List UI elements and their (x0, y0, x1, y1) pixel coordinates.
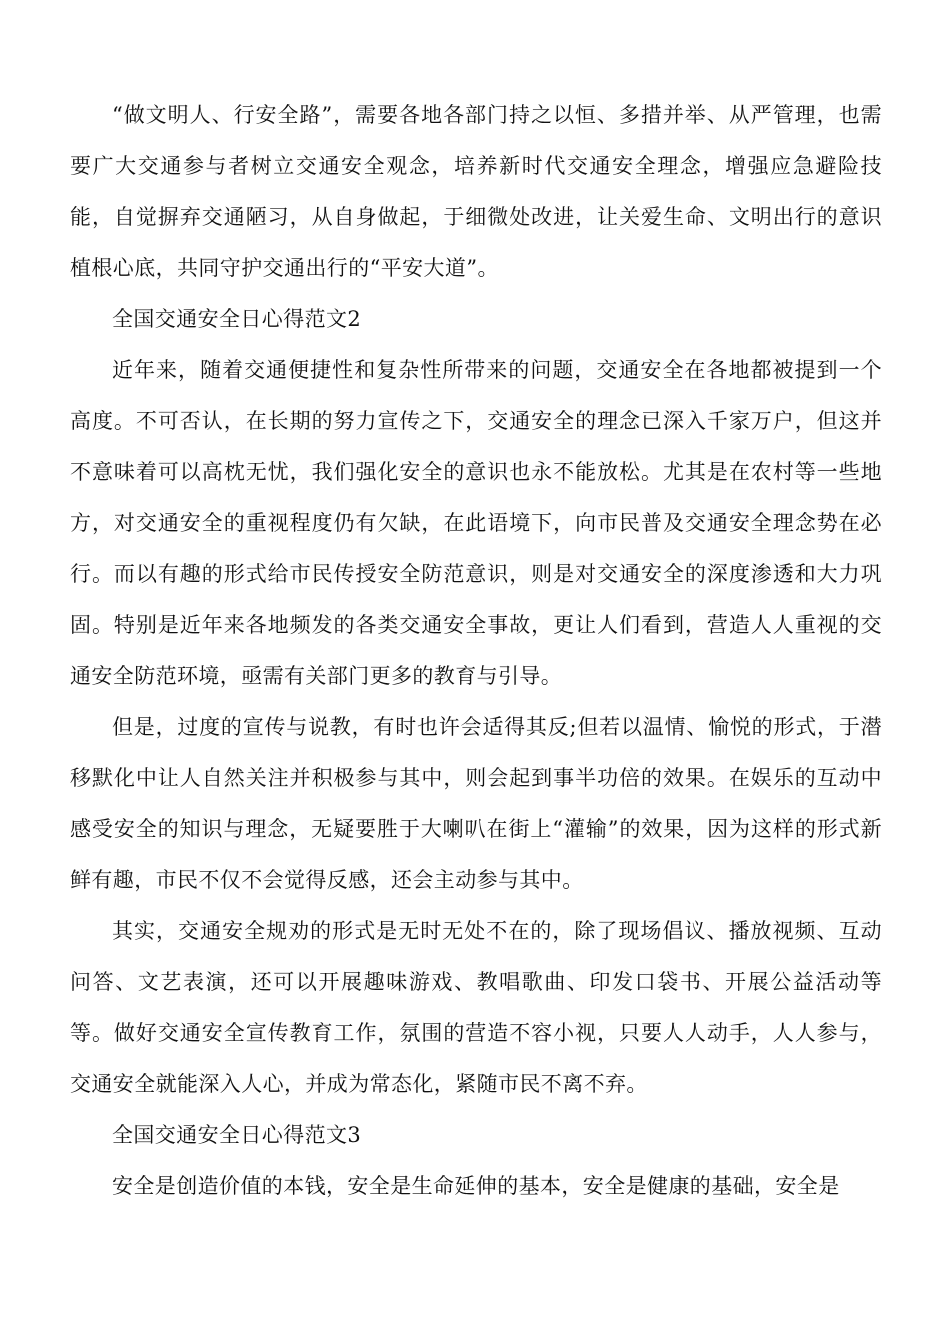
document-page (70, 90, 882, 1212)
body-paragraph: 近年来，随着交通便捷性和复杂性所带来的问题，交通安全在各地都被提到一个高度。不可否认，在长期的努力宣传之下，交通安全的理念已深入千家万户，但这并不意味着可以高枕无忧，我们强化安全的意识也永不能放松。尤其是在农村等一些地方，对交通安全的重视程度仍有欠缺，在此语境下，向市民普及交通安全理念势在必行。而以有趣的形式给市民传授安全防范意识，则是对交通安全的深度渗透和大力巩固。特别是近年来各地频发的各类交通安全事故，更让人们看到，营造人人重视的交通安全防范环境，亟需有关部门更多的教育与引导。 (70, 358, 882, 688)
section-heading: 全国交通安全日心得范文2 (112, 307, 362, 331)
body-paragraph: “做文明人、行安全路”，需要各地各部门持之以恒、多措并举、从严管理，也需要广大交通参与者树立交通安全观念，培养新时代交通安全理念，增强应急避险技能，自觉摒弃交通陋习，从自身做起，于细微处改进，让关爱生命、文明出行的意识植根心底，共同守护交通出行的“平安大道”。 (70, 103, 882, 280)
body-paragraph: 但是，过度的宣传与说教，有时也许会适得其反;但若以温情、愉悦的形式，于潜移默化中让人自然关注并积极参与其中，则会起到事半功倍的效果。在娱乐的互动中感受安全的知识与理念，无疑要胜于大喇叭在街上“灌输”的效果，因为这样的形式新鲜有趣，市民不仅不会觉得反感，还会主动参与其中。 (70, 715, 882, 892)
section-heading: 全国交通安全日心得范文3 (112, 1123, 362, 1147)
body-paragraph: 其实，交通安全规劝的形式是无时无处不在的，除了现场倡议、播放视频、互动问答、文艺表演，还可以开展趣味游戏、教唱歌曲、印发口袋书、开展公益活动等等。做好交通安全宣传教育工作，氛围的营造不容小视，只要人人动手，人人参与，交通安全就能深入人心，并成为常态化，紧随市民不离不弃。 (70, 919, 882, 1096)
body-paragraph: 安全是创造价值的本钱，安全是生命延伸的基本，安全是健康的基础，安全是 (112, 1174, 840, 1198)
